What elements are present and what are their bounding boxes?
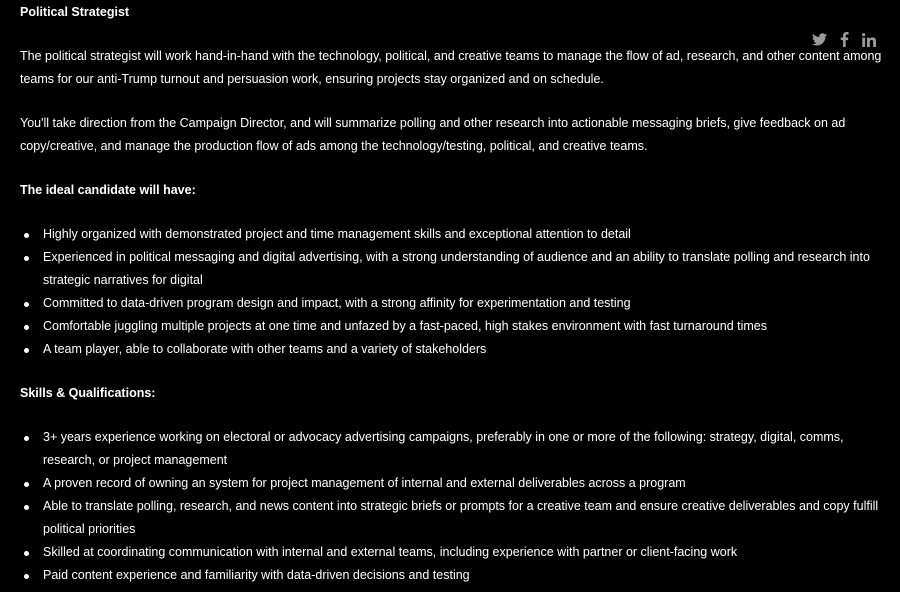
skills-list [20,426,882,587]
linkedin-icon[interactable] [862,33,876,47]
spacer [20,158,882,179]
list-item: A proven record of owning an system for project management of internal and external deliverables across a program [20,472,882,495]
spacer [20,405,882,426]
spacer [20,361,882,382]
twitter-icon[interactable] [812,33,827,46]
list-item: Able to translate polling, research, and news content into strategic briefs or prompts for a creative team and ensure creative deliverables and copy fulfill political priorities [20,495,882,541]
list-item: Skilled at coordinating communication with internal and external teams, including experience with partner or client-facing work [20,541,882,564]
direction-paragraph: You'll take direction from the Campaign Director, and will summarize polling and other research into actionable messaging briefs, give feedback on ad copy/creative, and manage the production flow of ads among the technology/testing, political, and creative teams. [20,116,846,153]
spacer [20,202,882,223]
list-item: Highly organized with demonstrated project and time management skills and exceptional attention to detail [20,223,882,246]
facebook-icon[interactable] [840,32,849,47]
job-description [20,1,882,587]
intro-paragraph: The political strategist will work hand-in-hand with the technology, political, and creative teams to manage the flow of ad, research, and other content among teams for our anti-Trump turnout and persuasion work, ensuring projects stay organized and on schedule. [20,49,882,86]
spacer [20,91,882,112]
list-item: Experienced in political messaging and digital advertising, with a strong understanding of audience and an ability to translate polling and research into strategic narratives for digital [20,246,882,292]
spacer [20,24,882,45]
ideal-candidate-heading: The ideal candidate will have: [20,183,196,197]
list-item: 3+ years experience working on electoral or advocacy advertising campaigns, preferably in one or more of the following: strategy, digital, comms, research, or project management [20,426,882,472]
skills-heading: Skills & Qualifications: [20,386,156,400]
list-item: Comfortable juggling multiple projects at one time and unfazed by a fast-paced, high stakes environment with fast turnaround times [20,315,882,338]
job-title: Political Strategist [20,5,130,19]
list-item: Committed to data-driven program design and impact, with a strong affinity for experimentation and testing [20,292,882,315]
list-item: Paid content experience and familiarity with data-driven decisions and testing [20,564,882,587]
ideal-candidate-list [20,223,882,361]
list-item: A team player, able to collaborate with other teams and a variety of stakeholders [20,338,882,361]
social-share-bar [808,30,880,47]
